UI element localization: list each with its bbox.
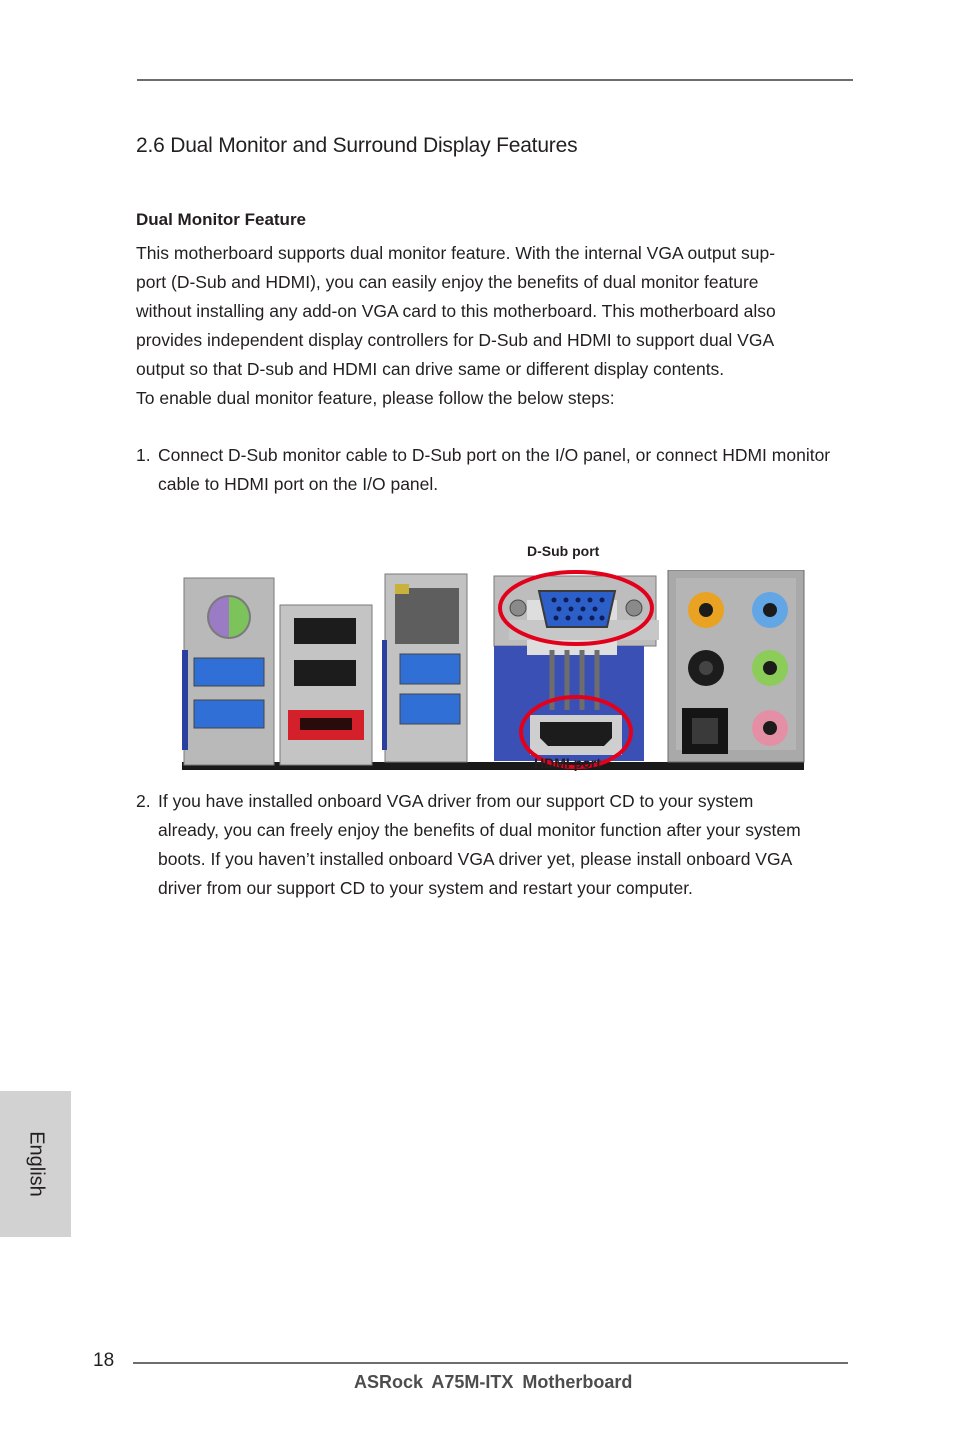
- language-side-tab: [0, 1091, 71, 1237]
- footer-rule: [133, 1362, 848, 1364]
- dsub-port-label: D-Sub port: [527, 543, 600, 559]
- dsub-hdmi-block: [494, 572, 659, 767]
- paragraph-line: This motherboard supports dual monitor feature. With the internal VGA output sup-: [136, 243, 776, 263]
- paragraph-line: without installing any add-on VGA card to this motherboard. This motherboard also: [136, 301, 776, 321]
- usb2-esata-block: [280, 605, 372, 765]
- lan-usb-block: [382, 574, 467, 762]
- hdmi-port-label: HDMI port: [534, 755, 601, 771]
- section-title: 2.6 Dual Monitor and Surround Display Features: [136, 134, 578, 157]
- paragraph-line: output so that D-sub and HDMI can drive same or different display contents.: [136, 359, 725, 379]
- footer-product-name: ASRock A75M-ITX Motherboard: [354, 1372, 633, 1392]
- header-rule: [137, 79, 853, 81]
- io-panel-illustration: [182, 570, 806, 775]
- paragraph-line: provides independent display controllers for D-Sub and HDMI to support dual VGA: [136, 330, 775, 350]
- ps2-usb-block: [182, 578, 274, 765]
- step-text: If you have installed onboard VGA driver from our support CD to your system already, you can freely enjoy the benefits of dual monitor function after your system boots. If you haven’t installed onboard VGA driver yet, please install onboard VGA driver from our support CD to your system and restart your computer.: [158, 791, 801, 898]
- intro-line: To enable dual monitor feature, please follow the below steps:: [136, 388, 615, 408]
- step-text: Connect D-Sub monitor cable to D-Sub port on the I/O panel, or connect HDMI monitor cable to HDMI port on the I/O panel.: [158, 445, 831, 494]
- io-panel-figure: [182, 545, 806, 775]
- subheading-dual-monitor: Dual Monitor Feature: [136, 210, 307, 229]
- audio-block: [668, 570, 804, 762]
- step-number: 1.: [136, 445, 151, 465]
- body-paragraph: [136, 239, 856, 413]
- step-2: [136, 787, 856, 903]
- page-number: 18: [93, 1350, 115, 1371]
- step-1: [136, 441, 856, 499]
- language-label: English: [25, 1131, 47, 1197]
- paragraph-line: port (D-Sub and HDMI), you can easily enjoy the benefits of dual monitor feature: [136, 272, 759, 292]
- step-number: 2.: [136, 791, 151, 811]
